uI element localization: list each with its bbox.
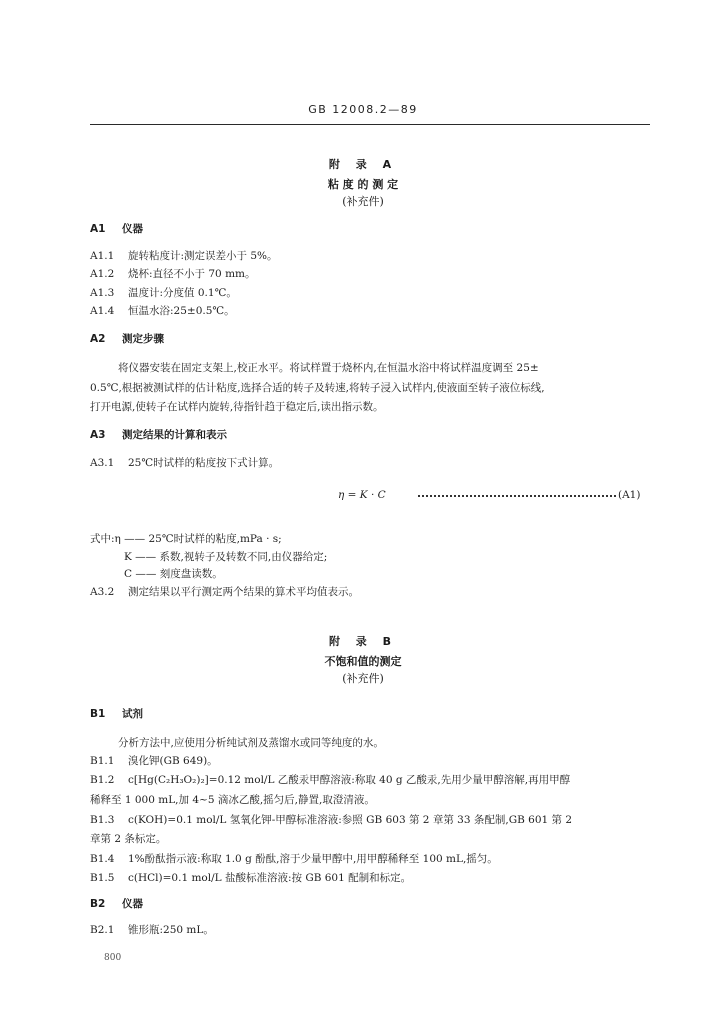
section-title: 仪器 [122,223,143,235]
item-number: A1.2 [90,268,115,280]
section-number: A1 [90,223,106,235]
section-number: A3 [90,429,106,441]
item-b1-2-cont: 稀释至 1 000 mL,加 4~5 滴冰乙酸,摇匀后,静置,取澄清液。 [90,794,375,806]
section-number: B2 [90,898,106,910]
item-text: 25℃时试样的粘度按下式计算。 [128,457,280,469]
item-b1-5 [90,870,411,885]
item-number: B1.1 [90,755,115,767]
item-b1-3-cont: 章第 2 条标定。 [90,833,167,845]
formula-number: (A1) [618,489,641,501]
b1-intro: 分析方法中,应使用分析纯试剂及蒸馏水或同等纯度的水。 [118,737,384,749]
item-a1-1 [90,248,278,263]
section-number: A2 [90,333,106,345]
section-b1-heading [90,706,143,721]
item-b1-4 [90,851,498,866]
item-a3-1 [90,455,279,470]
item-text: 烧杯:直径不小于 70 mm。 [128,268,256,280]
item-number: B1.5 [90,872,115,884]
section-title: 测定步骤 [122,333,164,345]
item-b1-1 [90,753,218,768]
item-number: B2.1 [90,924,115,936]
section-number: B1 [90,708,106,720]
item-number: A3.1 [90,457,115,469]
standard-code: GB 12008.2—89 [308,103,418,116]
section-title: 测定结果的计算和表示 [122,429,227,441]
formula: η = K · C [338,489,386,501]
item-number: A1.3 [90,287,115,299]
item-a3-2 [90,584,359,599]
section-title: 试剂 [122,708,143,720]
item-number: A3.2 [90,586,115,598]
page-number: 800 [104,953,122,963]
a2-paragraph-line-3: 打开电源,使转子在试样内旋转,待指针趋于稳定后,读出指示数。 [90,401,384,413]
item-number: B1.2 [90,774,115,786]
appendix-a-subtitle: 粘 度 的 测 定 [327,178,399,191]
item-text: 温度计:分度值 0.1℃。 [128,287,237,299]
item-text: 1%酚酞指示液:称取 1.0 g 酚酞,溶于少量甲醇中,用甲醇稀释至 100 mL,摇匀。 [128,853,498,865]
section-title: 仪器 [122,898,143,910]
item-text: 恒温水浴:25±0.5℃。 [128,305,235,317]
item-text: 测定结果以平行测定两个结果的算术平均值表示。 [128,586,359,598]
item-number: A1.1 [90,250,115,262]
a2-paragraph-line-1: 将仪器安装在固定支架上,校正水平。将试样置于烧杯内,在恒温水浴中将试样温度调至 25± [118,362,539,374]
item-text: 溴化钾(GB 649)。 [128,755,218,767]
item-b1-3 [90,812,572,827]
a2-paragraph-line-2: 0.5℃,根据被测试样的估计粘度,选择合适的转子及转速,将转子浸入试样内,使液面至转子液位标线, [90,382,545,394]
item-number: B1.4 [90,853,115,865]
section-b2-heading [90,896,143,911]
item-text: 锥形瓶:250 mL。 [128,924,214,936]
item-number: B1.3 [90,814,115,826]
appendix-a-note: (补充件) [342,195,384,208]
item-b1-2 [90,772,570,787]
appendix-a-title: 附 录 A [328,158,398,171]
where-line-3: C —— 刻度盘读数。 [124,568,223,580]
appendix-b-note: (补充件) [342,672,384,685]
section-a1-heading [90,221,143,236]
appendix-b-title: 附 录 B [328,635,398,648]
item-text: c(KOH)=0.1 mol/L 氢氧化钾-甲醇标准溶液:参照 GB 603 第 2 章第 33 条配制,GB 601 第 2 [128,814,573,826]
section-a3-heading [90,427,227,442]
item-text: c[Hg(C₂H₃O₂)₂]=0.12 mol/L 乙酸汞甲醇溶液:称取 40 g 乙酸汞,先用少量甲醇溶解,再用甲醇 [128,774,571,786]
item-number: A1.4 [90,305,115,317]
item-a1-2 [90,266,256,281]
where-line-2: K —— 系数,视转子及转数不同,由仪器给定; [124,551,328,563]
appendix-b-subtitle: 不饱和值的测定 [324,655,402,668]
item-a1-4 [90,303,235,318]
header-rule [90,124,650,125]
item-text: c(HCl)=0.1 mol/L 盐酸标准溶液:按 GB 601 配制和标定。 [128,872,412,884]
formula-leader-dots [418,495,616,497]
item-a1-3 [90,285,237,300]
item-b2-1 [90,922,214,937]
section-a2-heading [90,331,164,346]
where-line-1: 式中:η —— 25℃时试样的粘度,mPa · s; [90,533,282,545]
item-text: 旋转粘度计:测定误差小于 5%。 [128,250,278,262]
